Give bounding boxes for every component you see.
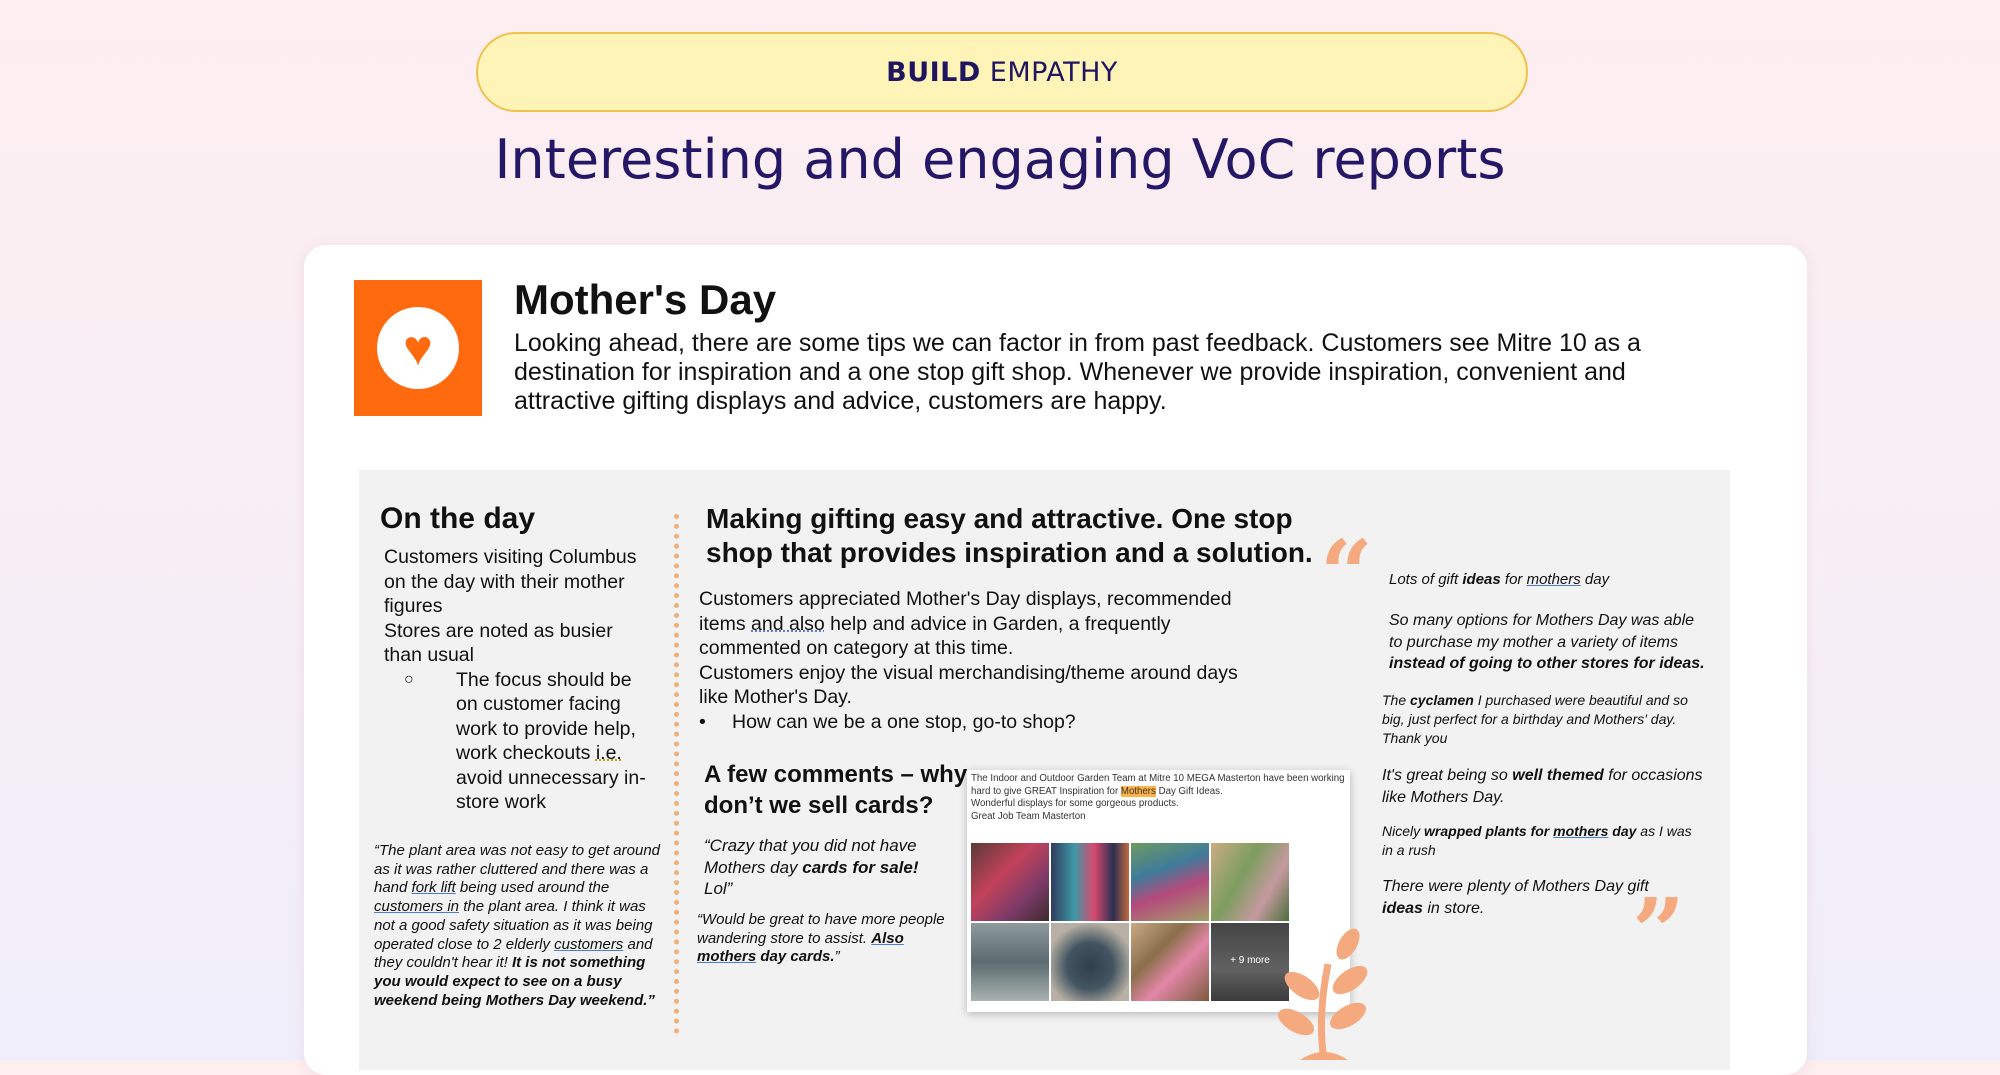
quote-text-bold: It is not something you would expect to see on a busy weekend being Mothers Day weekend. [374, 954, 648, 1009]
customer-quote [1382, 822, 1702, 860]
pill-bold-word: BUILD [886, 56, 981, 88]
customer-quote-staff [697, 911, 962, 967]
photo-thumbnail [1131, 843, 1209, 921]
on-the-day-list [384, 545, 654, 815]
quote-text: for occasions like Mothers Day. [1382, 767, 1703, 806]
quote-text: It's great being so [1382, 767, 1513, 784]
quote-text-bold: instead of going to other stores for ideas. [1389, 655, 1705, 672]
circle-bullet-icon: ○ [404, 670, 414, 688]
quote-text-bold: day cards. [756, 948, 835, 966]
quote-text-bold: ideas [1382, 899, 1423, 917]
quote-text: I purchased were beautiful and so big, just perfect for a birthday and Mothers' day. Thank you [1382, 692, 1688, 746]
quote-text-bold: ideas [1462, 571, 1501, 588]
slide-intro: Looking ahead, there are some tips we can factor in from past feedback. Customers see Mitre 10 as a destination for inspiration and a one stop gift shop. Whenever we provide inspiration, convenient and attractive gifting displays and advice, customers are happy. [514, 329, 1641, 415]
sub-text-ie: i.e. [595, 742, 622, 764]
paragraph-text: and also [751, 612, 825, 635]
page-headline: Interesting and engaging VoC reports [494, 128, 1506, 191]
quote-text-bold: well themed [1512, 767, 1604, 784]
quote-text: the plant area. I think it was not a good safety situation as it was being operated close to 2 elderly [374, 898, 653, 953]
quote-text: ” [834, 948, 840, 966]
quote-text-bold: cards for sale! [802, 857, 919, 877]
customer-quote [1382, 691, 1702, 748]
quote-text: customers [554, 935, 624, 953]
photo-thumbnail [1051, 923, 1129, 1001]
heart-icon: ♥ [377, 307, 459, 389]
list-item: Customers visiting Columbus on the day with their mother figures [384, 546, 637, 617]
paragraph-text: help and advice in Garden, a frequently commented on category at this time. [699, 612, 1171, 659]
quote-text: day [1580, 571, 1610, 588]
quote-text-bold: wrapped plants for [1424, 823, 1554, 839]
sub-text: The focus should be on customer facing work to provide help, work checkouts [456, 668, 636, 764]
photo-thumbnail [1131, 923, 1209, 1001]
paragraph-text: Customers appreciated Mother's Day displays, recommended items [699, 588, 1232, 635]
dotted-divider [674, 514, 679, 1034]
gifting-body [699, 587, 1259, 734]
sub-text: avoid unnecessary in-store work [456, 766, 646, 813]
post-line [971, 773, 1347, 798]
photo-thumbnail [1211, 843, 1289, 921]
gifting-paragraph: Customers enjoy the visual merchandising/theme around days like Mother's Day. [699, 661, 1238, 708]
section-pill [476, 32, 1528, 112]
customer-quote-safety [374, 842, 666, 1010]
more-photos-label: + 9 more [1230, 955, 1270, 966]
photo-thumbnail [971, 923, 1049, 1001]
sprout-icon [1262, 924, 1382, 1060]
close-quote-icon: ” [1632, 878, 1685, 986]
quote-text-bold: mothers [697, 948, 757, 966]
gifting-heading: Making gifting easy and attractive. One stop shop that provides inspiration and a solution. [706, 503, 1313, 568]
quote-text: “The plant area was not easy to get around as it was rather cluttered and there was a hand [374, 842, 661, 897]
photo-grid [971, 843, 1289, 1001]
post-text-part: Day Gift Ideas. [1155, 785, 1223, 797]
list-item: Stores are noted as busier than usual [384, 619, 613, 666]
cards-heading: A few comments – why don’t we sell cards? [704, 761, 968, 819]
heart-badge [354, 280, 482, 416]
pill-word: EMPATHY [989, 56, 1118, 88]
quote-text: Nicely [1382, 823, 1425, 839]
post-highlight: Mothers [1120, 785, 1156, 797]
post-line: Wonderful displays for some gorgeous products. [971, 798, 1179, 810]
quote-text: in store. [1422, 899, 1485, 917]
customer-quote [1389, 610, 1709, 675]
sub-item-text [456, 668, 654, 815]
quote-text: as I was in a rush [1382, 823, 1692, 858]
quote-text: “Would be great to have more people wandering store to assist. [697, 911, 945, 947]
quote-text-bold: day [1608, 823, 1637, 839]
quote-text: The [1382, 692, 1411, 708]
slide-title: Mother's Day [514, 276, 777, 323]
open-quote-icon: “ [1320, 520, 1373, 628]
photo-thumbnail [1051, 843, 1129, 921]
quote-text: Lol” [704, 879, 733, 898]
customer-quote [1389, 571, 1689, 590]
photo-thumbnail [971, 843, 1049, 921]
quote-text-bold: cyclamen [1410, 692, 1474, 708]
gifting-bullet-item [699, 710, 1259, 735]
customer-quote-cards [704, 835, 944, 900]
quote-text-bold: mothers [1553, 823, 1609, 839]
quote-text: ” [647, 991, 655, 1009]
quote-text: Lots of gift [1389, 571, 1463, 588]
post-text-part: The Indoor and Outdoor Garden Team at Mitre 10 MEGA Masterton have been working hard to give GREAT Inspiration for [971, 773, 1345, 797]
quote-text: There were plenty of Mothers Day gift [1382, 878, 1649, 895]
quote-text: and they couldn't hear it! [374, 935, 653, 972]
quote-text: for [1500, 571, 1527, 588]
quote-text: customers in [374, 898, 460, 916]
customer-quote [1382, 765, 1722, 808]
bullet-icon: • [699, 710, 706, 733]
quote-text: “Crazy that you did not have Mothers day [704, 836, 917, 877]
post-text [971, 773, 1347, 824]
post-line: Great Job Team Masterton [971, 811, 1086, 823]
sub-list-item [404, 668, 654, 815]
gifting-paragraph [699, 587, 1259, 661]
bullet-text: How can we be a one stop, go-to shop? [732, 710, 1076, 733]
quote-text: being used around the [455, 879, 610, 897]
quote-text: fork lift [411, 879, 456, 897]
quote-text: So many options for Mothers Day was able to purchase my mother a variety of items [1389, 612, 1695, 651]
on-the-day-heading: On the day [380, 502, 536, 535]
quote-text: mothers [1526, 571, 1581, 588]
quote-text-bold: Also [871, 929, 904, 947]
